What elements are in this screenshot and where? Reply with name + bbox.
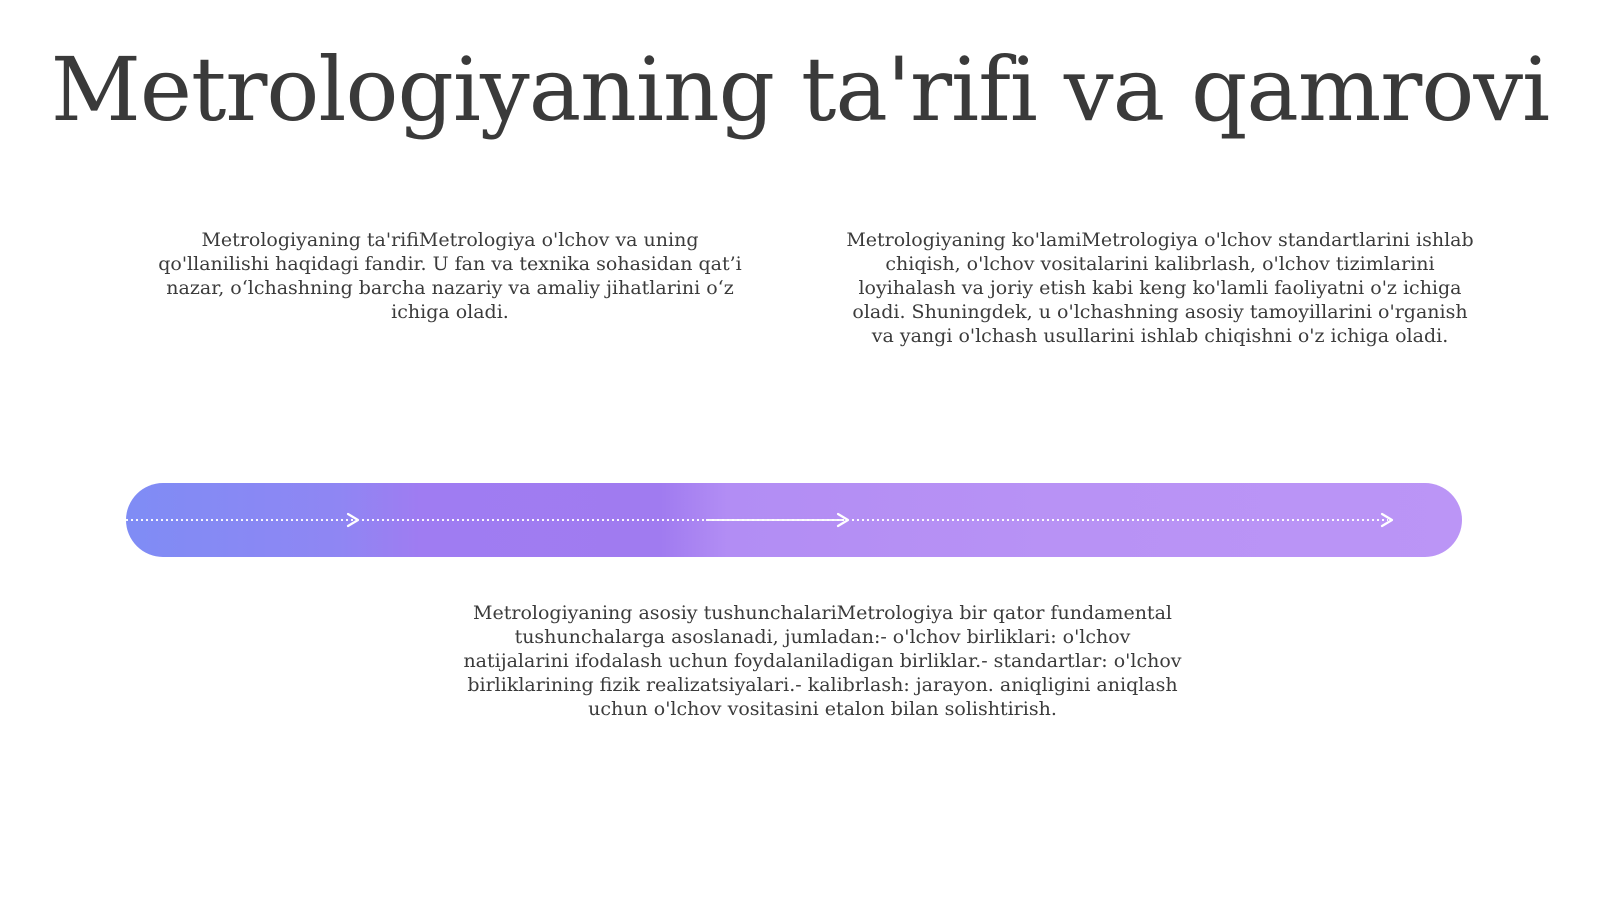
timeline-bar bbox=[126, 483, 1462, 557]
scope-text: Metrologiyaning ko'lamiMetrologiya o'lchov standartlarini ishlab chiqish, o'lchov vositalarini kalibrlash, o'lchov tizimlarini loyihalash va joriy etish kabi keng ko'lamli faoliyatni o'z ichiga oladi. Shuningdek, u o'lchashning asosiy tamoyillarini o'rganish va yangi o'lchash usullarini ishlab chiqishni o'z ichiga oladi. bbox=[846, 229, 1474, 347]
timeline-arrows bbox=[126, 483, 1462, 557]
definition-text: Metrologiyaning ta'rifiMetrologiya o'lchov va uning qo'llanilishi haqidagi fandir. U fan va texnika sohasidan qat’i nazar, o‘lchashning barcha nazariy va amaliy jihatlarini o‘z ichiga oladi. bbox=[158, 229, 742, 323]
concepts-text: Metrologiyaning asosiy tushunchalariMetrologiya bir qator fundamental tushunchalarga asoslanadi, jumladan:- o'lchov birliklari: o'lchov natijalarini ifodalash uchun foydalaniladigan birliklar.- standartlar: o'lchov birliklarining fizik realizatsiyalari.- kalibrlash: jarayon. aniqligini aniqlash uchun o'lchov vositasini etalon bilan solishtirish. bbox=[463, 602, 1182, 720]
dotted-arrow-right-icon bbox=[126, 514, 358, 526]
slide-title: Metrologiyaning ta'rifi va qamrovi bbox=[50, 38, 1550, 141]
dotted-arrow-right-icon bbox=[362, 514, 848, 526]
dotted-arrow-right-icon bbox=[852, 514, 1392, 526]
